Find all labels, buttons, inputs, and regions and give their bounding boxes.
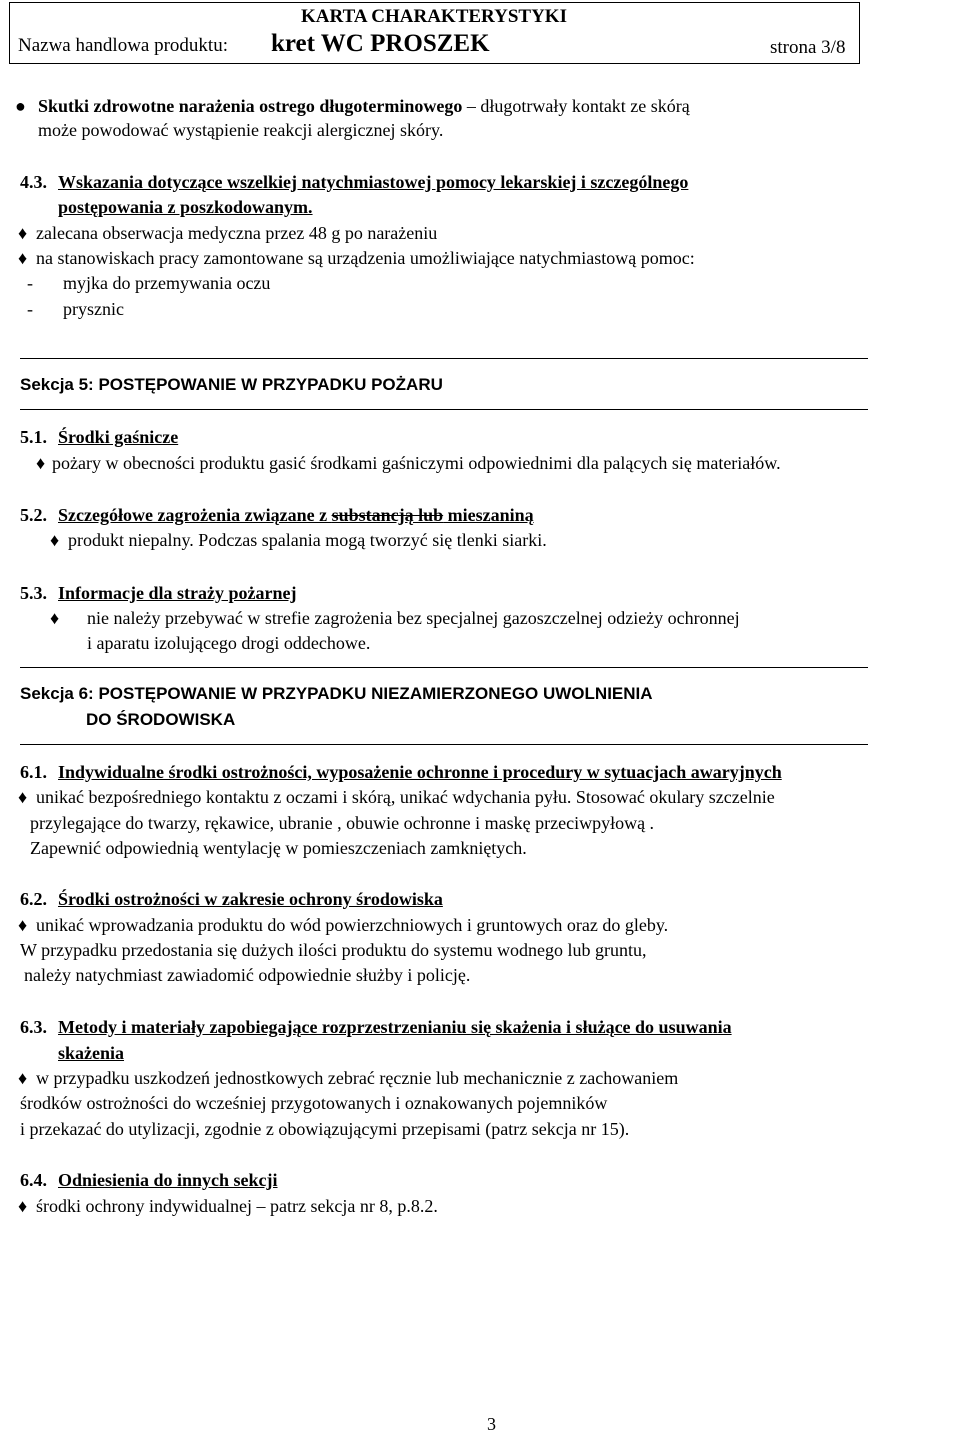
section-divider — [20, 358, 868, 359]
header-box — [9, 2, 860, 64]
section-6-2-number: 6.2. — [20, 889, 47, 909]
section-6-3-heading-line2: skażenia — [58, 1043, 125, 1063]
s62-text-1: unikać wprowadzania produktu do wód powierzchniowych i gruntowych oraz do gleby. — [36, 915, 669, 935]
section-5-2-heading: Szczegółowe zagrożenia związane z substancją lub mieszaniną — [58, 505, 534, 525]
section-4-3-number: 4.3. — [20, 172, 47, 192]
s61-text-1: unikać bezpośredniego kontaktu z oczami i skórą, unikać wdychania pyłu. Stosować okulary szczelnie — [36, 787, 775, 807]
dash-bullet-icon: - — [27, 273, 33, 293]
section-6-4-heading: Odniesienia do innych sekcji — [58, 1170, 278, 1190]
s53-text-1: nie należy przebywać w strefie zagrożenia bez specjalnej gazoszczelnej odzieży ochronnej — [87, 608, 740, 628]
section-6-title: Sekcja 6: POSTĘPOWANIE W PRZYPADKU NIEZAMIERZONEGO UWOLNIENIA — [20, 684, 653, 703]
s43-dash-2: prysznic — [63, 299, 124, 319]
section-6-1-heading: Indywidualne środki ostrożności, wyposażenie ochronne i procedury w sytuacjach awaryjnych — [58, 762, 782, 782]
diamond-bullet-icon: ♦ — [50, 608, 60, 628]
section-5-1-heading: Środki gaśnicze — [58, 427, 179, 447]
section-divider — [20, 667, 868, 668]
diamond-bullet-icon: ♦ — [18, 248, 28, 268]
dash-bullet-icon: - — [27, 299, 33, 319]
s43-item-1: zalecana obserwacja medyczna przez 48 g po narażeniu — [36, 223, 438, 243]
s63-text-3: i przekazać do utylizacji, zgodnie z obowiązującymi przepisami (patrz sekcja nr 15). — [20, 1119, 630, 1139]
health-effects-line2: może powodować wystąpienie reakcji alergicznej skóry. — [38, 120, 444, 140]
section-6-4-number: 6.4. — [20, 1170, 47, 1190]
s64-text: środki ochrony indywidualnej – patrz sekcja nr 8, p.8.2. — [36, 1196, 438, 1216]
section-divider — [20, 409, 868, 410]
diamond-bullet-icon: ♦ — [18, 787, 28, 807]
section-4-3-heading-line2: postępowania z poszkodowanym. — [58, 197, 313, 217]
diamond-bullet-icon: ♦ — [50, 530, 60, 550]
section-divider — [20, 744, 868, 745]
diamond-bullet-icon: ♦ — [18, 223, 28, 243]
section-5-3-heading: Informacje dla straży pożarnej — [58, 583, 297, 603]
health-effects-text: – długotrwały kontakt ze skórą — [462, 96, 690, 116]
diamond-bullet-icon: ♦ — [18, 1196, 28, 1216]
s62-text-2: W przypadku przedostania się dużych ilości produktu do systemu wodnego lub gruntu, — [20, 940, 647, 960]
health-effects-heading: Skutki zdrowotne narażenia ostrego długoterminowego — [38, 96, 463, 116]
page-number: 3 — [487, 1414, 496, 1434]
section-6-3-number: 6.3. — [20, 1017, 47, 1037]
s43-item-2: na stanowiskach pracy zamontowane są urządzenia umożliwiające natychmiastową pomoc: — [36, 248, 695, 268]
section-6-1-number: 6.1. — [20, 762, 47, 782]
s61-text-2: przylegające do twarzy, rękawice, ubranie , obuwie ochronne i maskę przeciwpyłową . — [30, 813, 655, 833]
diamond-bullet-icon: ♦ — [36, 453, 46, 473]
s62-text-3: należy natychmiast zawiadomić odpowiednie służby i policję. — [24, 965, 471, 985]
product-label: Nazwa handlowa produktu: — [18, 35, 228, 56]
product-name: kret WC PROSZEK — [271, 30, 490, 57]
document-title: KARTA CHARAKTERYSTYKI — [301, 6, 567, 27]
section-5-3-number: 5.3. — [20, 583, 47, 603]
bullet-dot-icon: ● — [15, 96, 26, 116]
section-5-2-number: 5.2. — [20, 505, 47, 525]
section-6-3-heading: Metody i materiały zapobiegające rozprzestrzenianiu się skażenia i służące do usuwania — [58, 1017, 732, 1037]
s43-dash-1: myjka do przemywania oczu — [63, 273, 271, 293]
section-6-title-line2: DO ŚRODOWISKA — [86, 710, 236, 729]
section-4-3-heading: Wskazania dotyczące wszelkiej natychmiastowej pomocy lekarskiej i szczególnego — [58, 172, 689, 192]
s51-text: pożary w obecności produktu gasić środkami gaśniczymi odpowiednimi dla palących się materiałów. — [52, 453, 781, 473]
s63-text-1: w przypadku uszkodzeń jednostkowych zebrać ręcznie lub mechanicznie z zachowaniem — [36, 1068, 679, 1088]
diamond-bullet-icon: ♦ — [18, 915, 28, 935]
section-5-1-number: 5.1. — [20, 427, 47, 447]
s53-text-2: i aparatu izolującego drogi oddechowe. — [87, 633, 371, 653]
section-6-2-heading: Środki ostrożności w zakresie ochrony środowiska — [58, 889, 443, 909]
page-indicator: strona 3/8 — [770, 37, 846, 58]
diamond-bullet-icon: ♦ — [18, 1068, 28, 1088]
health-effects-line — [38, 95, 690, 117]
section-5-title: Sekcja 5: POSTĘPOWANIE W PRZYPADKU POŻARU — [20, 375, 443, 394]
s63-text-2: środków ostrożności do wcześniej przygotowanych i oznakowanych pojemników — [20, 1093, 608, 1113]
s61-text-3: Zapewnić odpowiednią wentylację w pomieszczeniach zamkniętych. — [30, 838, 527, 858]
struck-text: substancją lub — [331, 505, 444, 525]
s52-text: produkt niepalny. Podczas spalania mogą tworzyć się tlenki siarki. — [68, 530, 547, 550]
